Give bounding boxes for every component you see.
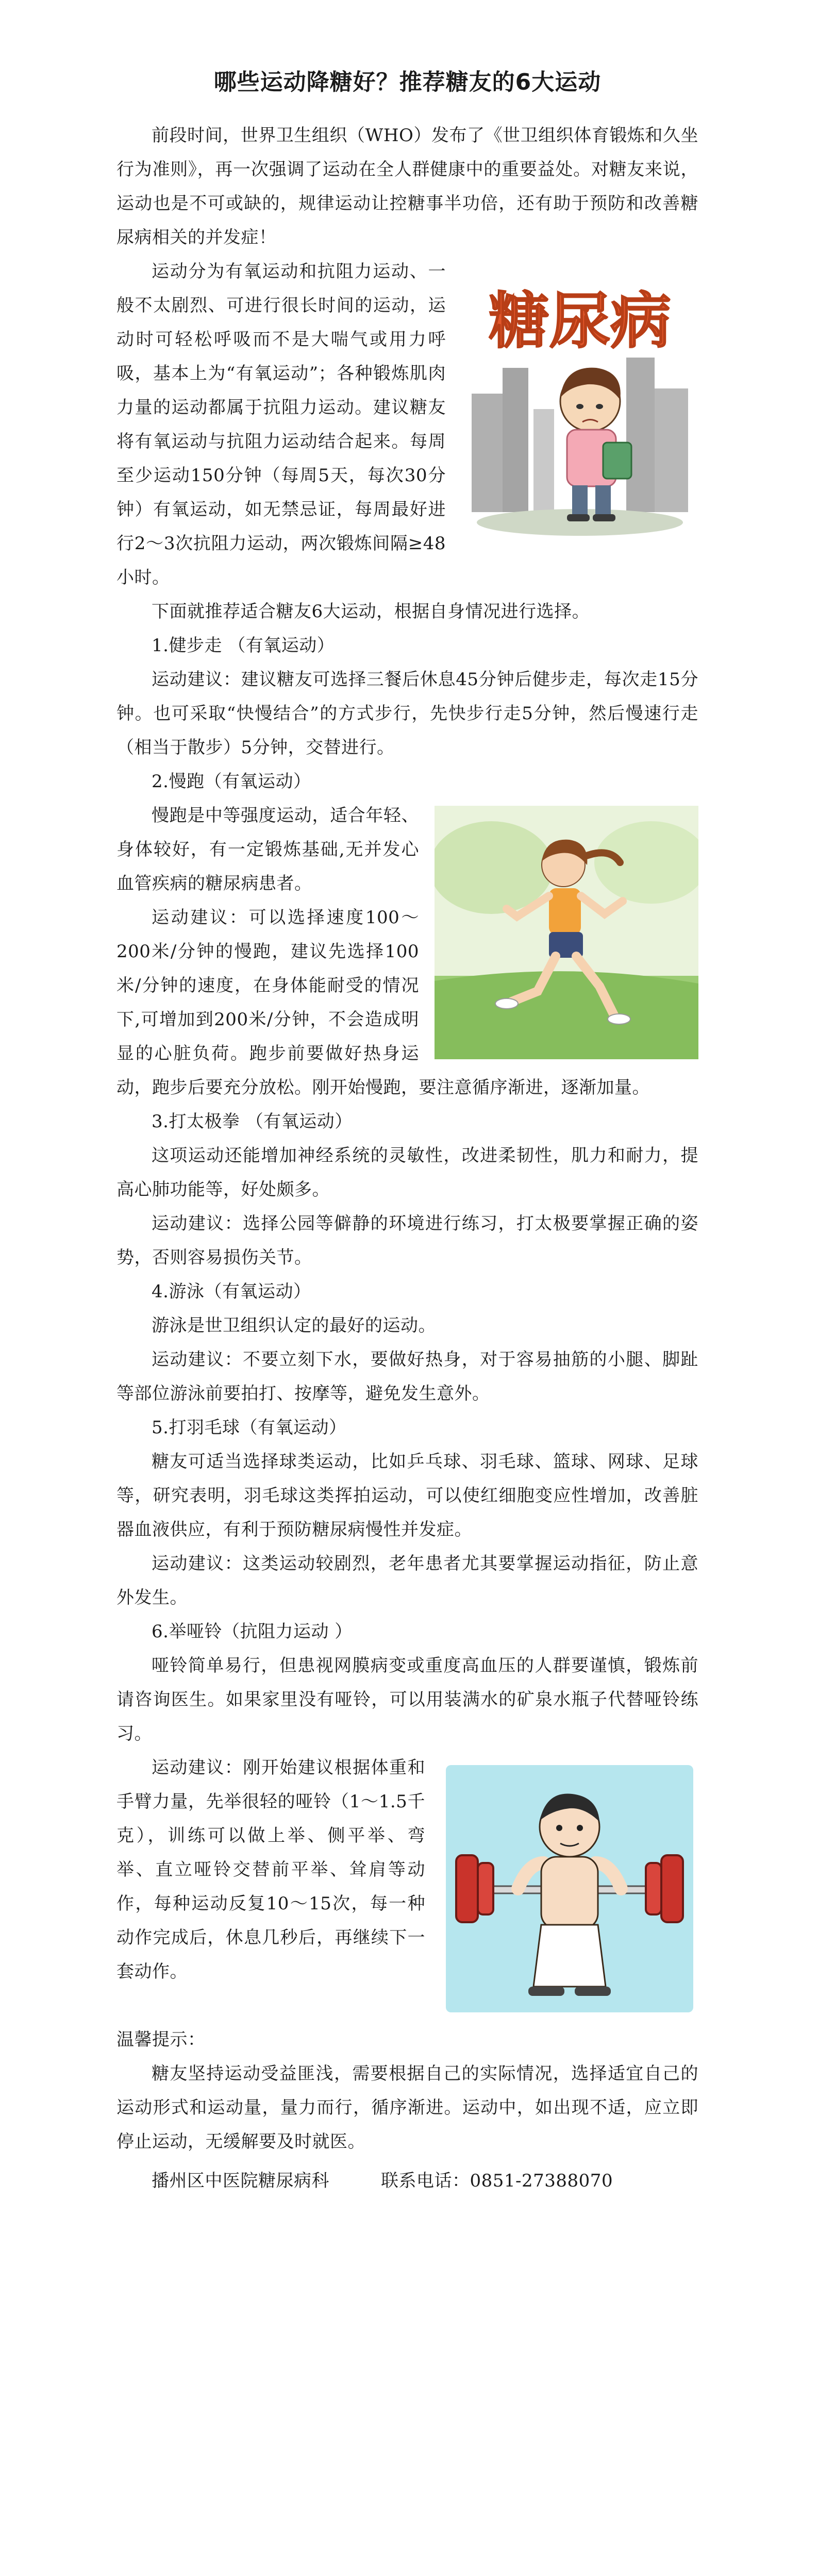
section-1-heading: 1.健步走 （有氧运动） — [152, 635, 335, 656]
footer-phone-label: 联系电话： — [381, 2171, 470, 2191]
section-6-paragraph-1: 哑铃简单易行，但患视网膜病变或重度高血压的人群要谨慎，锻炼前请咨询医生。如果家里没有哑铃，可以用装满水的矿泉水瓶子代替哑铃练习。 — [116, 1655, 698, 1744]
section-2-paragraph-2: 运动建议：可以选择速度100～200米/分钟的慢跑，建议先选择100米/分钟的速度，在身体能耐受的情况下,可增加到200米/分钟，不会造成明显的心脏负荷。跑步前要做好热身运动，跑步后要充分放松。刚开始慢跑，要注意循序渐进，逐渐加量。 — [116, 907, 650, 1098]
lead-paragraph: 下面就推荐适合糖友6大运动，根据自身情况进行选择。 — [152, 601, 590, 622]
footer-phone: 0851-27388070 — [470, 2171, 613, 2191]
section-3-heading: 3.打太极拳 （有氧运动） — [152, 1111, 353, 1132]
section-2-body — [116, 799, 698, 1105]
section-2-paragraph-1: 慢跑是中等强度运动，适合年轻、身体较好，有一定锻炼基础,无并发心血管疾病的糖尿病患者。 — [116, 805, 419, 894]
exercise-types-paragraph: 运动分为有氧运动和抗阻力运动、一般不太剧烈、可进行很长时间的运动，运动时可轻松呼吸而不是大喘气或用力呼吸，基本上为“有氧运动”；各种锻炼肌肉力量的运动都属于抗阻力运动。建议糖友将有氧运动与抗阻力运动结合起来。每周至少运动150分钟（每周5天，每次30分钟）有氧运动，如无禁忌证，每周最好进行2～3次抗阻力运动，两次锻炼间隔≥48小时。 — [116, 261, 446, 588]
section-6-body — [116, 1751, 698, 1989]
diabetes-cartoon-image — [461, 265, 698, 543]
section-3-paragraph-1: 这项运动还能增加神经系统的灵敏性，改进柔韧性，肌力和耐力，提高心肺功能等，好处颇多。 — [116, 1145, 698, 1200]
section-5-paragraph-1: 糖友可适当选择球类运动，比如乒乓球、羽毛球、篮球、网球、足球等，研究表明，羽毛球这类挥拍运动，可以使红细胞变应性增加，改善脏器血液供应，有利于预防糖尿病慢性并发症。 — [116, 1451, 698, 1540]
section-6-heading: 6.举哑铃（抗阻力运动 ） — [152, 1621, 353, 1642]
footer-org: 播州区中医院糖尿病科 — [152, 2171, 329, 2191]
weightlifting-man-icon — [441, 1760, 698, 2018]
section-5-heading: 5.打羽毛球（有氧运动） — [152, 1417, 347, 1438]
section-5-paragraph-2: 运动建议：这类运动较剧烈，老年患者尤其要掌握运动指征，防止意外发生。 — [116, 1553, 698, 1608]
tips-paragraph: 糖友坚持运动受益匪浅，需要根据自己的实际情况，选择适宜自己的运动形式和运动量，量力而行，循序渐进。运动中，如出现不适，应立即停止运动，无缓解要及时就医。 — [116, 2063, 698, 2152]
section-4-heading: 4.游泳（有氧运动） — [152, 1281, 311, 1302]
intro-paragraph: 前段时间，世界卫生组织（WHO）发布了《世卫组织体育锻炼和久坐行为准则》，再一次强调了运动在全人群健康中的重要益处。对糖友来说，运动也是不可或缺的，规律运动让控糖事半功倍，还有助于预防和改善糖尿病相关的并发症！ — [116, 125, 698, 248]
section-2-heading: 2.慢跑（有氧运动） — [152, 771, 311, 792]
dumbbell-image — [441, 1760, 698, 2018]
section-4-paragraph-2: 运动建议：不要立刻下水，要做好热身，对于容易抽筋的小腿、脚趾等部位游泳前要拍打、按摩等，避免发生意外。 — [116, 1349, 698, 1404]
runner-image — [435, 806, 698, 1059]
contact-footer — [116, 2164, 698, 2198]
section-6-paragraph-2: 运动建议：刚开始建议根据体重和手臂力量，先举很轻的哑铃（1～1.5千克），训练可以做上举、侧平举、弯举、直立哑铃交替前平举、耸肩等动作，每种运动反复10～15次，每一种动作完成后，休息几秒后，再继续下一套动作。 — [116, 1757, 425, 1982]
section-4-paragraph-1: 游泳是世卫组织认定的最好的运动。 — [152, 1315, 436, 1336]
diabetes-cartoon-icon — [461, 265, 698, 543]
exercise-types-block — [116, 255, 698, 595]
tips-heading: 温馨提示： — [116, 2029, 206, 2050]
section-1-paragraph-1: 运动建议：建议糖友可选择三餐后休息45分钟后健步走，每次走15分钟。也可采取“快慢结合”的方式步行，先快步行走5分钟，然后慢速行走（相当于散步）5分钟，交替进行。 — [116, 669, 698, 758]
cartoon-caption: 糖尿病 — [488, 285, 672, 357]
article-title: 哪些运动降糖好？推荐糖友的6大运动 — [213, 69, 602, 95]
section-3-paragraph-2: 运动建议：选择公园等僻静的环境进行练习，打太极要掌握正确的姿势，否则容易损伤关节。 — [116, 1213, 698, 1268]
running-woman-icon — [435, 806, 698, 1059]
